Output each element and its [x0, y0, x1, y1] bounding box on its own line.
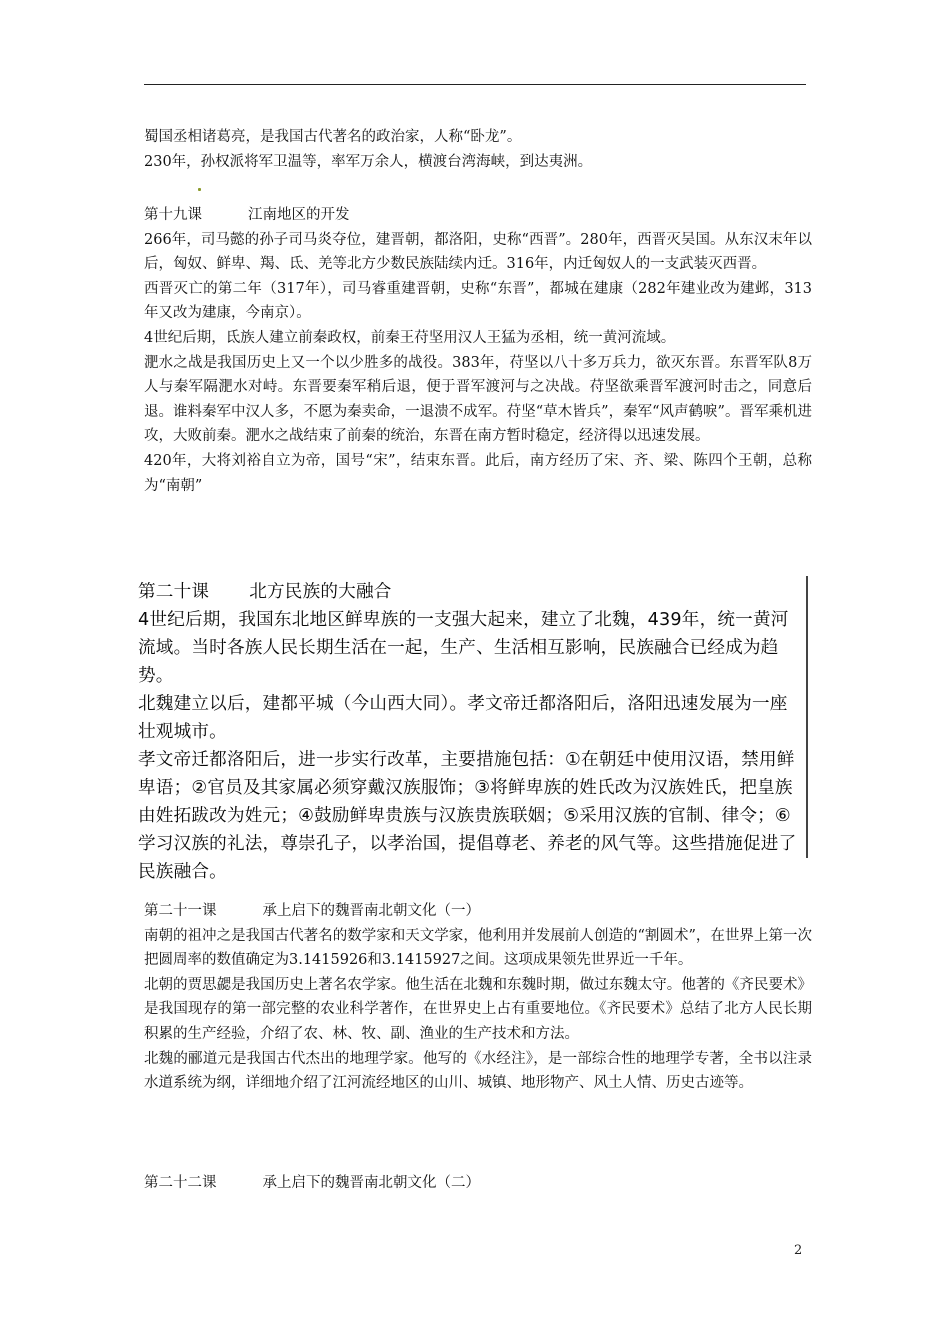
page-number: 2	[794, 1243, 803, 1258]
lesson-19-section	[144, 203, 812, 498]
lesson-title: 江南地区的开发	[248, 207, 350, 223]
paragraph: 北魏的郦道元是我国古代杰出的地理学家。他写的《水经注》，是一部综合性的地理学专著，全书以注录水道系统为纲，详细地介绍了江河流经地区的山川、城镇、地形物产、风土人情、历史古迹等。	[144, 1050, 812, 1092]
lesson-21-heading	[144, 899, 812, 924]
paragraph: 孝文帝迁都洛阳后，进一步实行改革，主要措施包括：①在朝廷中使用汉语，禁用鲜卑语；②官员及其家属必须穿戴汉族服饰；③将鲜卑族的姓氏改为汉族姓氏，把皇族由姓拓跋改为姓元；④鼓励鲜卑贵族与汉族贵族联姻；⑤采用汉族的官制、律令；⑥学习汉族的礼法，尊崇孔子，以孝治国，提倡尊老、养老的风气等。这些措施促进了民族融合。	[138, 750, 797, 882]
header-rule	[144, 84, 806, 85]
lesson-number: 第二十一课	[144, 903, 217, 919]
stray-mark	[198, 188, 201, 191]
lesson-22-heading	[144, 1171, 812, 1196]
lesson-22-section	[144, 1171, 812, 1196]
lesson-19-heading	[144, 203, 812, 228]
lesson-title: 北方民族的大融合	[249, 582, 392, 602]
paragraph: 4世纪后期，我国东北地区鲜卑族的一支强大起来，建立了北魏，439年，统一黄河流域。当时各族人民长期生活在一起，生产、生活相互影响，民族融合已经成为趋势。	[138, 610, 789, 686]
paragraph: 西晋灭亡的第二年（317年），司马睿重建晋朝，史称“东晋”，都城在建康（282年建业改为建邺，313年又改为建康，今南京）。	[144, 280, 812, 322]
lesson-number: 第二十课	[138, 582, 210, 602]
paragraph: 230年，孙权派将军卫温等，率军万余人，横渡台湾海峡，到达夷洲。	[144, 153, 593, 170]
paragraph: 蜀国丞相诸葛亮，是我国古代著名的政治家，人称“卧龙”。	[144, 129, 522, 145]
lesson-20-scanned-block	[138, 576, 808, 882]
lesson-title: 承上启下的魏晋南北朝文化（二）	[262, 1175, 480, 1191]
paragraph: 420年，大将刘裕自立为帝，国号“宋”，结束东晋。此后，南方经历了宋、齐、梁、陈四个王朝，总称为“南朝”	[144, 452, 812, 494]
lesson-number: 第二十二课	[144, 1175, 217, 1191]
lesson-title: 承上启下的魏晋南北朝文化（一）	[262, 903, 480, 919]
paragraph: 北魏建立以后，建都平城（今山西大同）。孝文帝迁都洛阳后，洛阳迅速发展为一座壮观城市。	[138, 694, 788, 742]
lesson-20-heading	[138, 578, 806, 606]
paragraph: 北朝的贾思勰是我国历史上著名农学家。他生活在北魏和东魏时期，做过东魏太守。他著的《齐民要术》是我国现存的第一部完整的农业科学著作，在世界史上占有重要地位。《齐民要术》总结了北方人民长期积累的生产经验，介绍了农、林、牧、副、渔业的生产技术和方法。	[144, 976, 812, 1042]
paragraph: 266年，司马懿的孙子司马炎夺位，建晋朝，都洛阳，史称“西晋”。280年，西晋灭吴国。从东汉末年以后，匈奴、鲜卑、羯、氐、羌等北方少数民族陆续内迁。316年，内迁匈奴人的一支武装灭西晋。	[144, 231, 812, 273]
lesson-number: 第十九课	[144, 207, 202, 223]
lesson-21-section	[144, 899, 812, 1096]
paragraph: 4世纪后期，氐族人建立前秦政权，前秦王苻坚用汉人王猛为丞相，统一黄河流域。	[144, 329, 676, 346]
paragraph: 南朝的祖冲之是我国古代著名的数学家和天文学家，他利用并发展前人创造的“割圆术”，在世界上第一次把圆周率的数值确定为3.1415926和3.1415927之间。这项成果领先世界近一千年。	[144, 927, 812, 969]
intro-section	[144, 125, 812, 174]
paragraph: 淝水之战是我国历史上又一个以少胜多的战役。383年，苻坚以八十多万兵力，欲灭东晋。东晋军队8万人与秦军隔淝水对峙。东晋要秦军稍后退，便于晋军渡河与之决战。苻坚欲乘晋军渡河时击之，同意后退。谁料秦军中汉人多，不愿为秦卖命，一退溃不成军。苻坚“草木皆兵”，秦军“风声鹤唳”。晋军乘机进攻，大败前秦。淝水之战结束了前秦的统治，东晋在南方暂时稳定，经济得以迅速发展。	[144, 354, 812, 445]
